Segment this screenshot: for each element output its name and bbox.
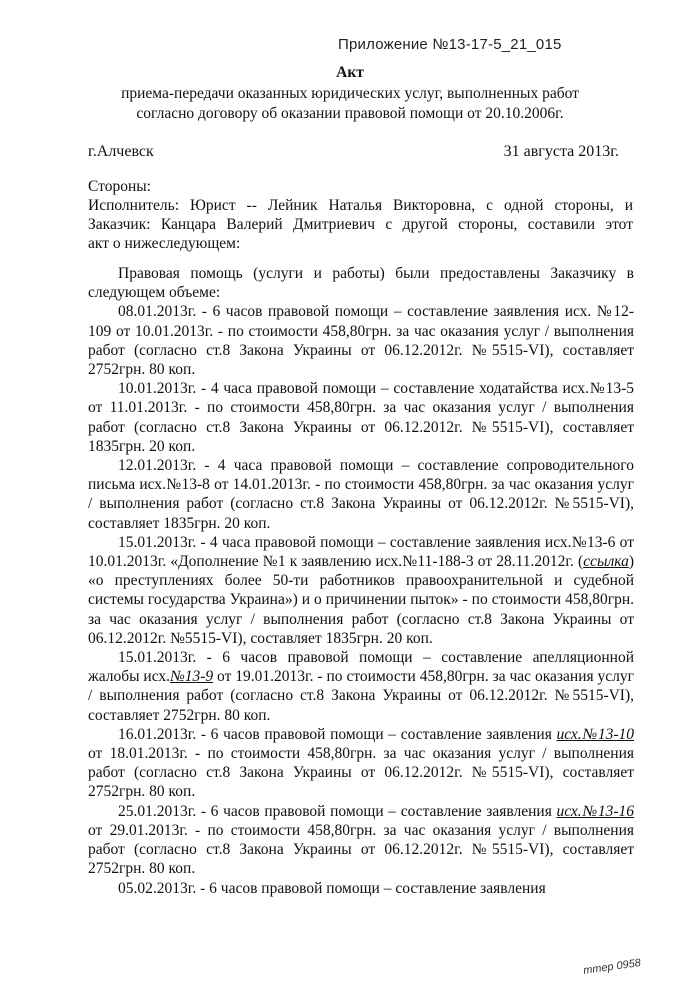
document-title: Акт [336,64,364,81]
entry-text: 15.01.2013г. - 4 часа правовой помощи – составление заявления исх.№13-6 от 10.01.2013г. «Дополнение №1 к заявлению исх.№11-188-3 от 28.11.2012г. ( [88,533,634,571]
service-entry: 08.01.2013г. - 6 часов правовой помощи – составление заявления исх. №12-109 от 10.01.2013г. - по стоимости 458,80грн. за час оказания услуг / выполнения работ (согласно ст.8 Закона Украины от 06.12.2012г. №5515-VI), составляет 2752грн. 80 коп. [88,303,634,379]
document-link[interactable]: №13-9 [170,668,214,686]
entry-text: от 19.01.2013г. - по стоимости 458,80грн. за час оказания услуг / выполнения работ (согласно ст.8 Закона Украины от 06.12.2012г. №5515-VI), составляет 2752грн. 80 коп. [88,668,635,724]
parties-line: Заказчик: Канцара Валерий Дмитриевич с другой стороны, составили этот [88,216,633,233]
parties-line: Исполнитель: Юрист -- Лейник Наталья Викторовна, с одной стороны, и [88,197,633,214]
service-entry [88,648,634,725]
document-link[interactable]: исх.№13-10 [556,725,634,743]
entry-text: 25.01.2013г. - 6 часов правовой помощи – составление заявления [118,802,557,820]
annex-reference: Приложение №13-17-5_21_015 [338,36,562,53]
page-stamp: ттер 0958 [582,957,642,977]
document-link[interactable]: исх.№13-16 [556,802,634,820]
service-entry: 12.01.2013г. - 4 часа правовой помощи – составление сопроводительного письма исх.№13-8 от 14.01.2013г. - по стоимости 458,80грн. за час оказания услуг / выполнения работ (согласно ст.8 Закона Украины от 06.12.2012г. №5515-VI), составляет 1835грн. 20 коп. [88,457,634,532]
service-entry: 05.02.2013г. - 6 часов правовой помощи – составление заявления [118,879,546,897]
entry-text: ) «о преступлениях более 50-ти работников правоохранительной и судебной системы государства Украина») и о причинении пыток» - по стоимости 458,80грн. за час оказания услуг / выполнения работ (согласно ст.8 Закона Украины от 06.12.2012г. №5515-VI), составляет 1835грн. 20 коп. [88,553,634,647]
intro-paragraph: Правовая помощь (услуги и работы) были предоставлены Заказчику в следующем объеме: [88,265,634,302]
city-label: г.Алчевск [88,143,154,160]
subtitle-line: приема-передачи оказанных юридических услуг, выполненных работ [121,85,579,102]
document-link[interactable]: ссылка [583,553,629,571]
document-date: 31 августа 2013г. [503,143,619,160]
entry-text: от 29.01.2013г. - по стоимости 458,80грн. за час оказания услуг / выполнения работ (согласно ст.8 Закона Украины от 06.12.2012г. №5515-VI), составляет 2752грн. 80 коп. [88,821,634,878]
service-entry [88,725,634,802]
service-entry: 10.01.2013г. - 4 часа правовой помощи – составление ходатайства исх.№13-5 от 11.01.2013г. - по стоимости 458,80грн. за час оказания услуг / выполнения работ (согласно ст.8 Закона Украины от 06.12.2012г. №5515-VI), составляет 1835грн. 20 коп. [88,380,634,455]
document-body [88,264,634,898]
subtitle-line: согласно договору об оказании правовой помощи от 20.10.2006г. [136,105,564,122]
parties-line: акт о нижеследующем: [88,235,241,252]
document-subtitle [0,84,700,124]
parties-heading: Стороны: [88,178,151,195]
entry-text: 16.01.2013г. - 6 часов правовой помощи – составление заявления [118,725,557,743]
entry-text: 15.01.2013г. - 6 часов правовой помощи – составление апелляционной жалобы исх. [88,649,634,686]
service-entry [88,802,634,879]
parties-block [88,177,633,253]
entry-text: от 18.01.2013г. - по стоимости 458,80грн. за час оказания услуг / выполнения работ (согласно ст.8 Закона Украины от 06.12.2012г. №5515-VI), составляет 2752грн. 80 коп. [88,745,634,801]
service-entry [88,533,634,648]
